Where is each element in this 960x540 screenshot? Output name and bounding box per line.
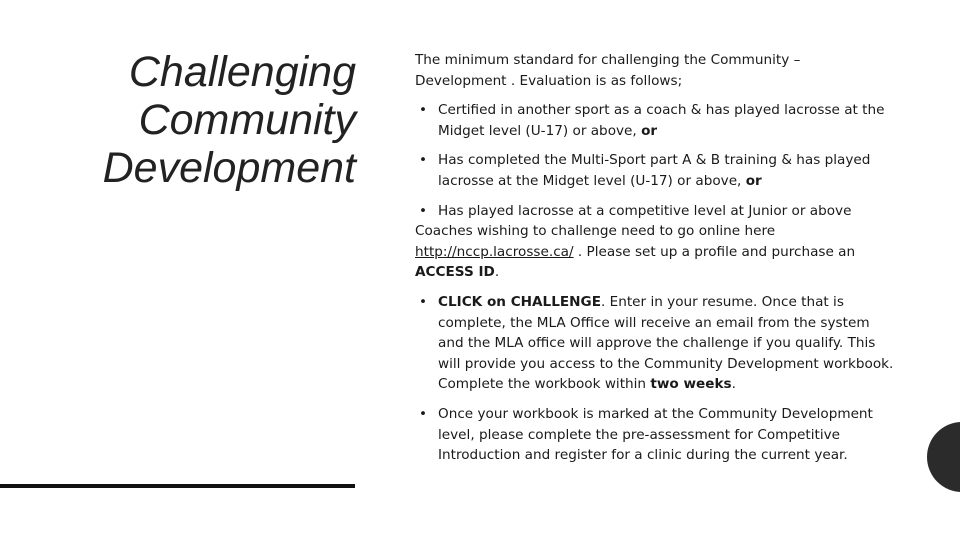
step-end: . xyxy=(731,376,736,393)
online-end: . xyxy=(494,264,500,281)
nccp-link[interactable]: http://nccp.lacrosse.ca/ xyxy=(415,243,574,260)
slide-title xyxy=(40,48,356,192)
title-line-1: Challenging xyxy=(128,48,356,96)
bullet-icon: • xyxy=(419,202,428,219)
bullet-icon: • xyxy=(419,293,428,310)
online-middle: . Please set up a profile and purchase an xyxy=(573,243,856,260)
list-item xyxy=(415,404,895,466)
criterion-text: Has completed the Multi-Sport part A & B training & has played lacrosse at the Midget level (U-17) or above, xyxy=(438,152,871,189)
bullet-icon: • xyxy=(419,102,428,119)
title-line-3: Development xyxy=(102,144,356,192)
step-text: . Enter in your resume. Once that is complete, the MLA Office will receive an email from the system and the MLA office will approve the challenge if you qualify. This will provide you access to the Community Development workbook. Complete the workbook within xyxy=(438,293,894,393)
online-instructions xyxy=(415,221,895,283)
list-item xyxy=(415,292,895,395)
title-line-2: Community xyxy=(138,96,356,144)
intro-paragraph: The minimum standard for challenging the Community – Development . Evaluation is as follows; xyxy=(415,52,801,89)
criterion-or: or xyxy=(641,122,658,139)
corner-decoration-circle xyxy=(927,422,960,492)
criterion-or: or xyxy=(745,172,762,189)
step-bold-lead: CLICK on CHALLENGE xyxy=(438,293,601,310)
criterion-text: Has played lacrosse at a competitive level at Junior or above xyxy=(438,202,852,219)
slide-body xyxy=(415,50,895,466)
step-text: Once your workbook is marked at the Community Development level, please complete the pre-assessment for Competitive Introduction and register for a clinic during the current year. xyxy=(438,405,873,464)
step-bold-end: two weeks xyxy=(650,376,732,393)
criterion-text: Certified in another sport as a coach & has played lacrosse at the Midget level (U-17) or above, xyxy=(438,102,885,139)
criteria-list xyxy=(415,100,895,221)
title-underline-divider xyxy=(0,484,355,488)
bullet-icon: • xyxy=(419,152,428,169)
access-id: ACCESS ID xyxy=(415,264,495,281)
online-prefix: Coaches wishing to challenge need to go online here xyxy=(415,223,776,240)
list-item xyxy=(415,100,895,141)
list-item xyxy=(415,150,895,191)
list-item xyxy=(415,201,895,222)
bullet-icon: • xyxy=(419,405,428,422)
steps-list xyxy=(415,292,895,466)
